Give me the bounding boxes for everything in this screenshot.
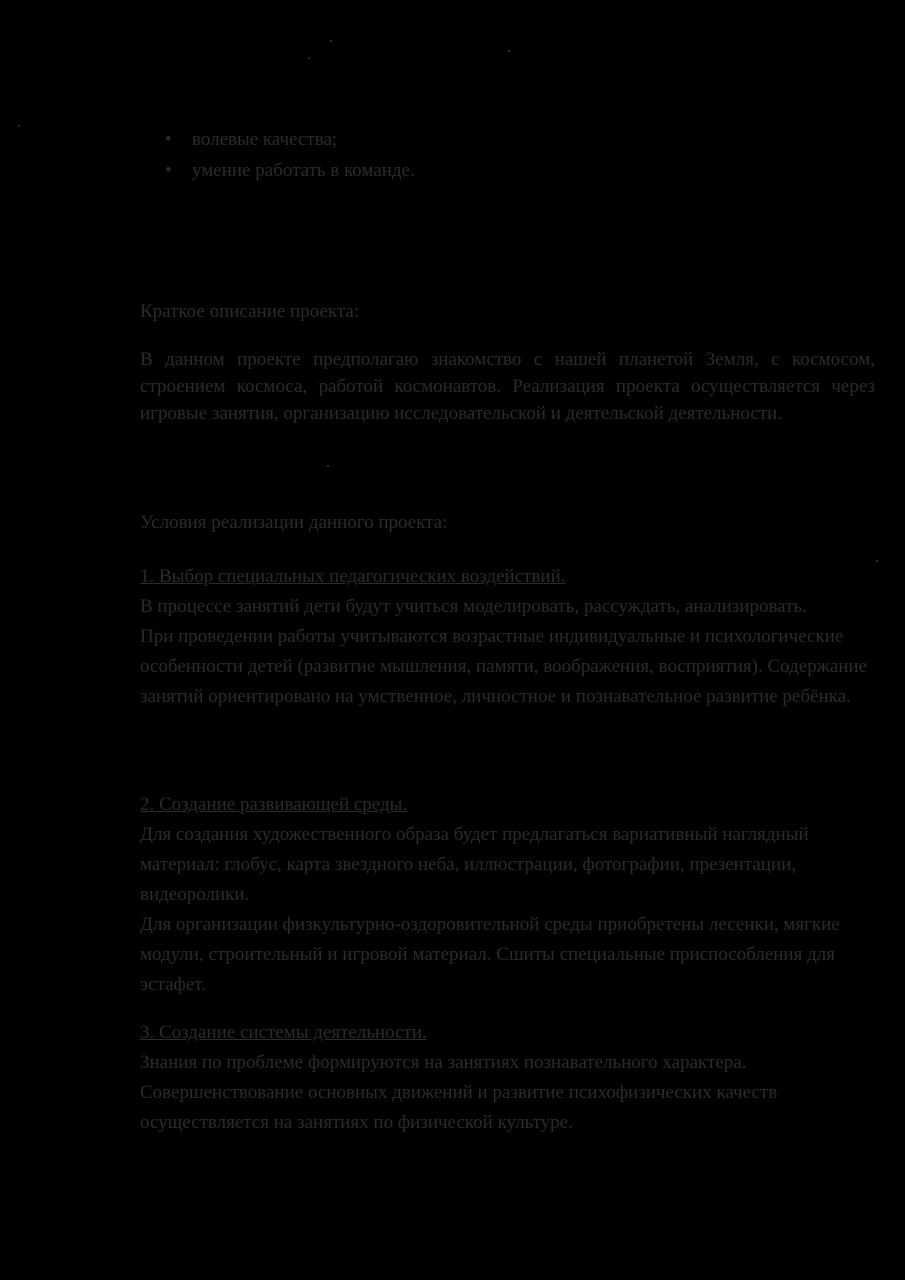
conditions-heading: Условия реализации данного проекта: xyxy=(140,512,448,533)
summary-paragraph xyxy=(140,346,875,427)
section-1-paragraph-2: При проведении работы учитываются возрастные индивидуальные и психологические особенности детей (развитие мышления, памяти, воображения, восприятия). Содержание занятий ориентировано на умственное, личностное и познавательное развитие ребёнка. xyxy=(140,626,868,707)
bullet-icon: • xyxy=(165,160,172,181)
section-3 xyxy=(140,1018,875,1138)
bullet-icon: • xyxy=(165,129,172,150)
section-2-paragraph-2: Для организации физкультурно-оздоровительной среды приобретены лесенки, мягкие модули, строительный и игровой материал. Сшиты специальные приспособления для эстафет. xyxy=(140,914,840,995)
section-1-paragraph-1: В процессе занятий дети будут учиться моделировать, рассуждать, анализировать. xyxy=(140,596,807,617)
scan-speck xyxy=(327,465,329,467)
summary-text: В данном проекте предполагаю знакомство с нашей планетой Земля, с космосом, строением космоса, работой космонавтов. Реализация проекта осуществляется через игровые занятия, организацию исследовательской и деятельской деятельности. xyxy=(140,349,875,424)
section-2-paragraph-1: Для создания художественного образа будет предлагаться вариативный наглядный материал: глобус, карта звездного неба, иллюстрации, фотографии, презентации, видеоролики. xyxy=(140,824,809,905)
qualities-list xyxy=(165,124,415,186)
scan-speck xyxy=(876,560,878,562)
section-3-paragraph-1: Знания по проблеме формируются на занятиях познавательного характера. Совершенствование основных движений и развитие психофизических качеств осуществляется на занятиях по физической культуре. xyxy=(140,1052,778,1133)
list-item xyxy=(165,155,415,186)
section-3-title: 3. Создание системы деятельности. xyxy=(140,1022,427,1043)
scan-speck xyxy=(308,57,310,59)
section-2 xyxy=(140,790,875,1000)
section-2-title: 2. Создание развивающей среды. xyxy=(140,794,408,815)
section-1-title: 1. Выбор специальных педагогических воздействий. xyxy=(140,566,566,587)
scan-speck xyxy=(508,50,510,52)
scan-speck xyxy=(18,125,20,127)
section-1 xyxy=(140,562,875,712)
list-item xyxy=(165,124,415,155)
scan-speck xyxy=(330,40,332,42)
list-item-text: волевые качества; xyxy=(192,129,338,150)
list-item-text: умение работать в команде. xyxy=(192,160,415,181)
summary-heading: Краткое описание проекта: xyxy=(140,301,360,322)
